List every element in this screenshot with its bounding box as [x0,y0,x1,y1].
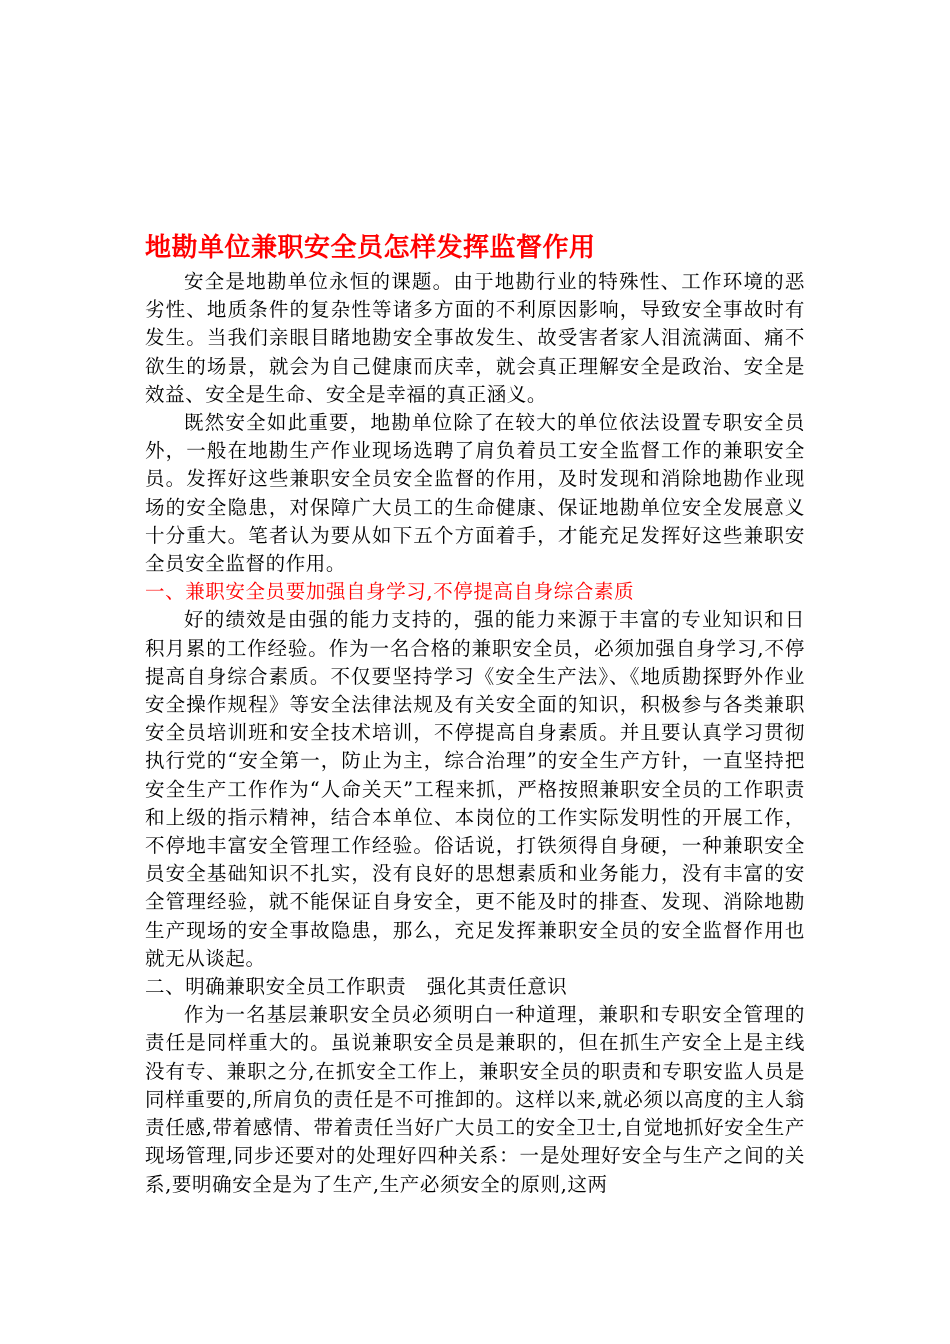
document-title: 地勘单位兼职安全员怎样发挥监督作用 [145,233,596,263]
section-2-paragraph: 作为一名基层兼职安全员必须明白一种道理，兼职和专职安全管理的责任是同样重大的。虽说兼职安全员是兼职的，但在抓生产安全上是主线没有专、兼职之分,在抓安全工作上，兼职安全员的职责和专职安监人员是同样重要的,所肩负的责任是不可推卸的。这样以来,就必须以高度的主人翁责任感,带着感情、带着责任当好广大员工的安全卫士,自觉地抓好安全生产现场管理,同步还要对的处理好四种关系：一是处理好安全与生产之间的关系,要明确安全是为了生产,生产必须安全的原则,这两 [145,1003,805,1196]
intro-paragraph-1: 安全是地勘单位永恒的课题。由于地勘行业的特殊性、工作环境的恶劣性、地质条件的复杂性等诸多方面的不利原因影响，导致安全事故时有发生。当我们亲眼目睹地勘安全事故发生、故受害者家人泪流满面、痛不欲生的场景，就会为自己健康而庆幸，就会真正理解安全是政治、安全是效益、安全是生命、安全是幸福的真正涵义。 [145,270,805,406]
section-heading-2: 二、明确兼职安全员工作职责 强化其责任意识 [145,975,568,999]
intro-paragraph-2: 既然安全如此重要，地勘单位除了在较大的单位依法设置专职安全员外，一般在地勘生产作业现场选聘了肩负着员工安全监督工作的兼职安全员。发挥好这些兼职安全员安全监督的作用，及时发现和消除地勘作业现场的安全隐患，对保障广大员工的生命健康、保证地勘单位安全发展意义十分重大。笔者认为要从如下五个方面着手，才能充足发挥好这些兼职安全员安全监督的作用。 [145,411,805,576]
document-page [145,228,805,1199]
section-heading-1: 一、兼职安全员要加强自身学习,不停提高自身综合素质 [145,580,635,604]
section-1-paragraph: 好的绩效是由强的能力支持的，强的能力来源于丰富的专业知识和日积月累的工作经验。作为一名合格的兼职安全员，必须加强自身学习,不停提高自身综合素质。不仅要坚持学习《安全生产法》、《地质勘探野外作业安全操作规程》等安全法律法规及有关安全面的知识，积极参与各类兼职安全员培训班和安全技术培训，不停提高自身素质。并且要认真学习贯彻执行党的“安全第一，防止为主，综合治理”的安全生产方针，一直坚持把安全生产工作作为“人命关天”工程来抓，严格按照兼职安全员的工作职责和上级的指示精神，结合本单位、本岗位的工作实际发明性的开展工作，不停地丰富安全管理工作经验。俗话说，打铁须得自身硬，一种兼职安全员安全基础知识不扎实，没有良好的思想素质和业务能力，没有丰富的安全管理经验，就不能保证自身安全，更不能及时的排查、发现、消除地勘生产现场的安全事故隐患，那么，充足发挥兼职安全员的安全监督作用也就无从谈起。 [145,608,805,970]
